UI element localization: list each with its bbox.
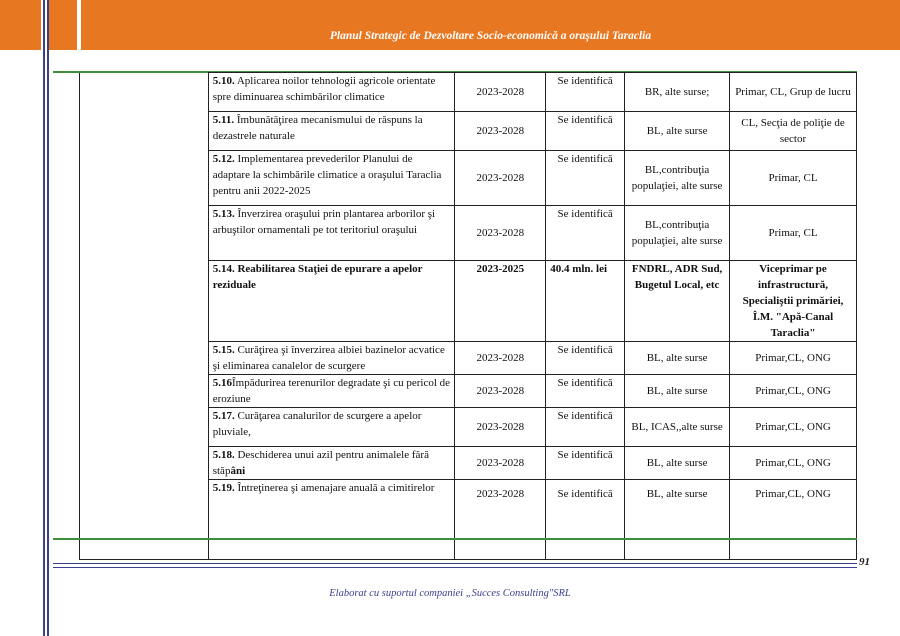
source-cell: BL,contribuţia populaţiei, alte surse	[625, 206, 730, 261]
cost-text: Se identifică	[557, 114, 613, 126]
action-cell	[208, 73, 455, 112]
period-cell: 2023-2028	[455, 112, 546, 151]
period-cell: 2023-2028	[455, 342, 546, 375]
action-number: 5.13.	[212, 208, 235, 220]
source-cell: BL, alte surse	[625, 447, 730, 480]
footer-rule	[53, 563, 857, 564]
cost-cell	[546, 480, 625, 560]
action-text: Deschiderea unui azil pentru animalele fără stăp	[212, 449, 429, 477]
period-cell: 2023-2028	[455, 151, 546, 206]
action-number: 5.12.	[212, 153, 235, 165]
cost-cell	[546, 261, 625, 342]
table-row	[80, 73, 857, 112]
action-number: 5.11.	[212, 114, 235, 126]
action-cell	[208, 112, 455, 151]
cost-cell	[546, 73, 625, 112]
header-band	[0, 0, 900, 50]
responsible-cell: Viceprimar pe infrastructură, Specialiştii primăriei, Î.M. "Apă-Canal Taraclia"	[730, 261, 857, 342]
cost-cell	[546, 375, 625, 408]
cost-text: Se identifică	[557, 449, 613, 461]
action-cell	[208, 408, 455, 447]
header-block-right	[81, 0, 900, 50]
source-cell: BL,contribuţia populaţiei, alte surse	[625, 151, 730, 206]
footer-credit: Elaborat cu suportul companiei „Succes Consulting"SRL	[329, 588, 571, 599]
cost-text: 40.4 mln. lei	[550, 263, 608, 275]
action-text: Curăţarea canalurilor de scurgere a apelor pluviale,	[212, 410, 422, 438]
action-text: Întreţinerea şi amenajare anuală a cimitirelor	[234, 482, 435, 494]
cost-cell	[546, 447, 625, 480]
source-cell: BL, ICAS,,alte surse	[625, 408, 730, 447]
actions-table	[79, 72, 857, 560]
cost-text: Se identifică	[557, 75, 613, 87]
action-number: 5.15.	[212, 344, 235, 356]
cost-cell	[546, 112, 625, 151]
source-cell: BL, alte surse	[625, 375, 730, 408]
action-number: 5.19.	[212, 482, 235, 494]
action-text: Îmbunătăţirea mecanismului de răspuns la dezastrele naturale	[212, 114, 423, 142]
action-text: Reabilitarea Staţiei de epurare a apelor reziduale	[212, 263, 423, 291]
action-text: Implementarea prevederilor Planului de adaptare la schimbările climatice a oraşului Taraclia pentru anii 2022-2025	[212, 153, 442, 197]
header-block-left	[0, 0, 41, 50]
cost-cell	[546, 342, 625, 375]
action-text: Curăţirea şi înverzirea albiei bazinelor acvatice şi eliminarea canalelor de scurgere	[212, 344, 445, 372]
period-cell: 2023-2028	[455, 480, 546, 560]
action-cell	[208, 342, 455, 375]
source-cell: BL, alte surse	[625, 480, 730, 560]
source-cell: BL, alte surse	[625, 112, 730, 151]
responsible-cell: Primar, CL, Grup de lucru	[730, 73, 857, 112]
responsible-cell: Primar,CL, ONG	[730, 408, 857, 447]
page-title: Planul Strategic de Dezvoltare Socio-economică a oraşului Taraclia	[329, 30, 652, 42]
cost-text: Se identifică	[557, 208, 613, 220]
action-cell	[208, 151, 455, 206]
action-text-bold-suffix: âni	[230, 465, 246, 477]
cost-cell	[546, 206, 625, 261]
action-number: 5.16	[212, 377, 232, 389]
action-text: Înverzirea oraşului prin plantarea arborilor şi arbuştilor ornamentali pe tot teritoriul oraşului	[212, 208, 436, 236]
footer-rule-double	[53, 567, 857, 568]
responsible-cell: Primar,CL, ONG	[730, 342, 857, 375]
responsible-cell: Primar,CL, ONG	[730, 480, 857, 560]
action-number: 5.18.	[212, 449, 235, 461]
action-number: 5.14.	[212, 263, 235, 275]
period-cell: 2023-2028	[455, 447, 546, 480]
responsible-cell: Primar,CL, ONG	[730, 447, 857, 480]
action-text: Împădurirea terenurilor degradate şi cu pericol de eroziune	[212, 377, 451, 405]
cost-text: Se identifică	[557, 377, 613, 389]
action-cell	[208, 480, 455, 560]
period-cell: 2023-2028	[455, 375, 546, 408]
margin-rule-left-inner	[47, 0, 49, 636]
period-cell: 2023-2028	[455, 408, 546, 447]
cost-text: Se identifică	[557, 410, 613, 422]
action-cell	[208, 206, 455, 261]
source-cell: FNDRL, ADR Sud, Bugetul Local, etc	[625, 261, 730, 342]
cost-text: Se identifică	[557, 488, 613, 500]
cost-text: Se identifică	[557, 344, 613, 356]
action-cell	[208, 375, 455, 408]
bottom-green-rule	[53, 538, 857, 540]
margin-rule-left	[43, 0, 45, 636]
source-cell: BL, alte surse	[625, 342, 730, 375]
responsible-cell: CL, Secţia de poliţie de sector	[730, 112, 857, 151]
action-number: 5.10.	[212, 75, 235, 87]
period-cell: 2023-2025	[455, 261, 546, 342]
cost-cell	[546, 408, 625, 447]
page-number: 91	[859, 556, 870, 568]
responsible-cell: Primar, CL	[730, 206, 857, 261]
responsible-cell: Primar,CL, ONG	[730, 375, 857, 408]
header-block-mid	[49, 0, 77, 50]
source-cell: BR, alte surse;	[625, 73, 730, 112]
action-cell	[208, 447, 455, 480]
cost-cell	[546, 151, 625, 206]
period-cell: 2023-2028	[455, 73, 546, 112]
cost-text: Se identifică	[557, 153, 613, 165]
action-number: 5.17.	[212, 410, 235, 422]
responsible-cell: Primar, CL	[730, 151, 857, 206]
action-text: Aplicarea noilor tehnologii agricole orientate spre diminuarea schimbărilor climatice	[212, 75, 436, 103]
blank-column	[80, 73, 209, 560]
period-cell: 2023-2028	[455, 206, 546, 261]
action-cell	[208, 261, 455, 342]
